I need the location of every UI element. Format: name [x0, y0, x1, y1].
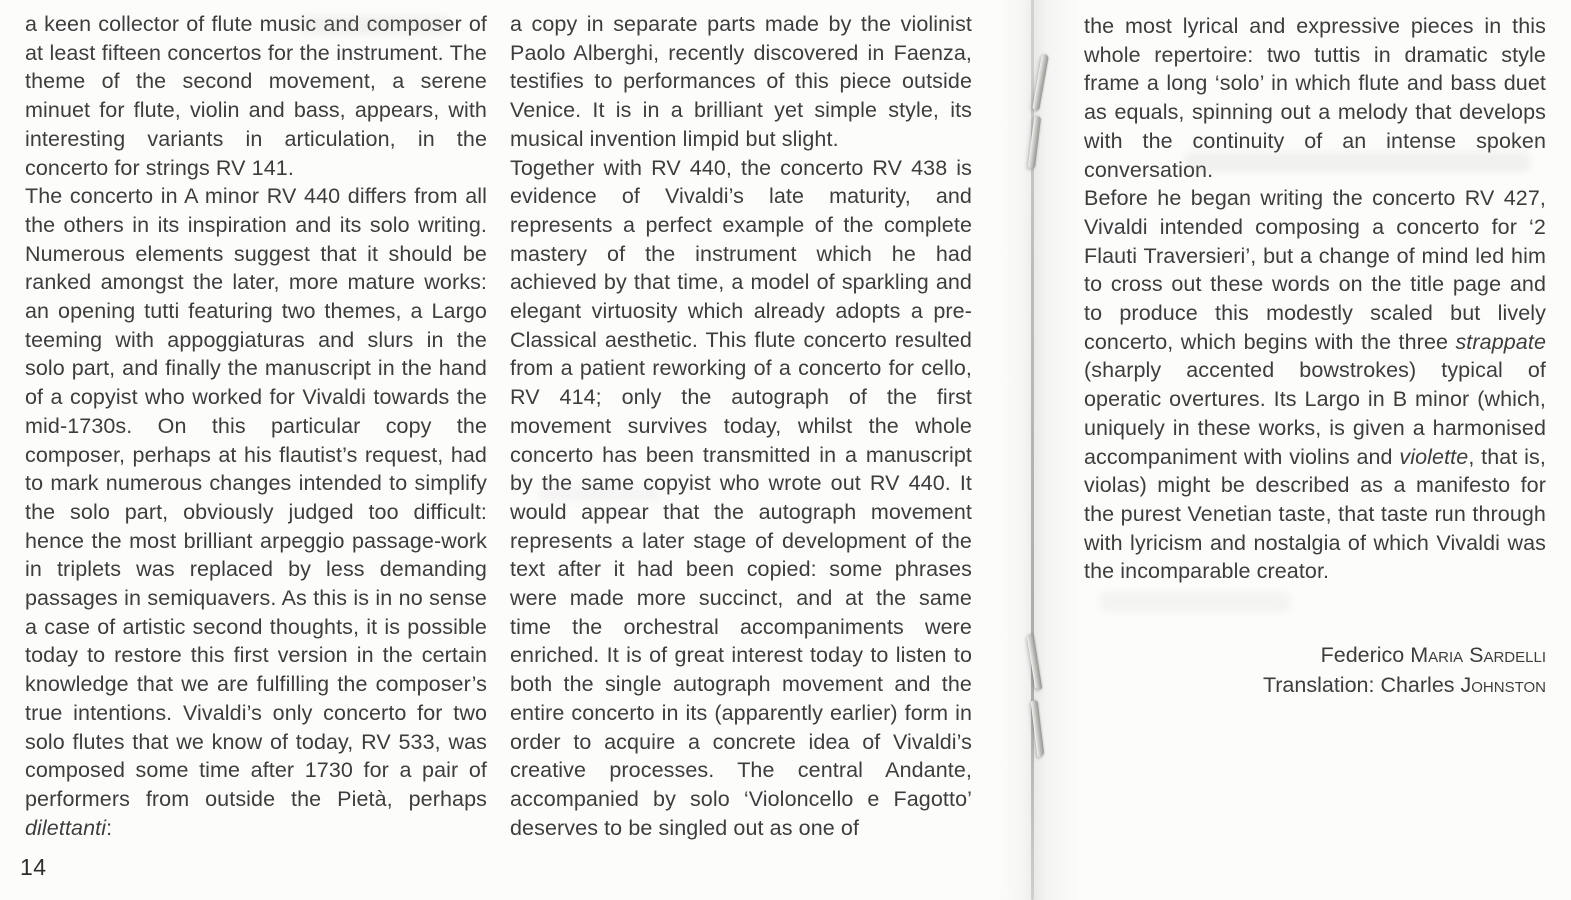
translator-credit — [1084, 671, 1546, 701]
paragraph — [510, 154, 972, 843]
paragraph-text: : — [106, 815, 113, 840]
paragraph-text: , that is, violas) might be described as a manifesto for the purest Venetian taste, that taste run through with lyricism and nostalgia of which Vivaldi was the incomparable creator. — [1084, 444, 1546, 584]
paragraph — [1084, 184, 1546, 586]
staple-bottom-icon — [1027, 634, 1043, 690]
paragraph-text: (sharply accented bowstrokes) typical of operatic overtures. Its Largo in B minor (which, uniquely in these works, is given a harmonised accompaniment with violins and — [1084, 358, 1546, 469]
text-column-middle — [510, 10, 972, 842]
author-credit — [1084, 641, 1546, 671]
translator-label: Translation: Charles — [1262, 672, 1461, 697]
paragraph — [510, 10, 972, 154]
paragraph-text: a keen collector of flute music and composer of at least fifteen concertos for the instrument. The theme of the second movement, a serene minuet for flute, violin and bass, appears, with interesting variants in articulation, in the concerto for strings RV 141. — [25, 12, 487, 180]
paragraph-text: the most lyrical and expressive pieces in this whole repertoire: two tuttis in dramatic style frame a long ‘solo’ in which flute and bass duet as equals, spinning out a melody that develops with the continuity of an intense spoken conversation. — [1084, 14, 1546, 182]
paragraph-text: Together with RV 440, the concerto RV 438 is evidence of Vivaldi’s late maturity, and represents a perfect example of the complete mastery of the instrument which he had achieved by that time, a model of sparkling and elegant virtuosity which already adopts a pre-Classical aesthetic. This flute concerto resulted from a patient reworking of a concerto for cello, RV 414; only the autograph of the first movement survives today, whilst the whole concerto has been transmitted in a manuscript by the same copyist who wrote out RV 440. It would appear that the autograph movement represents a later stage of development of the text after it had been copied: some phrases were made more succinct, and at the same time the orchestral accompaniments were enriched. It is of great interest today to listen to both the single autograph movement and the entire concerto in its (apparently earlier) form in order to acquire a concrete idea of Vivaldi’s creative processes. The central Andante, accompanied by solo ‘Violoncello e Fagotto’ deserves to be singled out as one of — [510, 155, 972, 840]
credits-block — [1084, 641, 1546, 700]
author-surname: Maria Sardelli — [1410, 643, 1546, 667]
text-column-left — [25, 10, 487, 842]
translator-surname: Johnston — [1460, 672, 1546, 697]
text-column-right — [1084, 12, 1546, 586]
italic-term: dilettanti — [25, 815, 107, 840]
italic-term: strappate — [1455, 329, 1546, 354]
paragraph-text: The concerto in A minor RV 440 differs from all the others in its inspiration and its solo writing. Numerous elements suggest that it should be ranked amongst the later, more mature works: an opening tutti featuring two themes, a Largo teeming with appoggiaturas and slurs in the solo part, and finally the manuscript in the hand of a copyist who worked for Vivaldi towards the mid-1730s. On this particular copy the composer, perhaps at his flautist’s request, had to mark numerous changes intended to simplify the solo part, obviously judged too difficult: hence the most brilliant arpeggio passage-work in triplets was replaced by less demanding passages in semiquavers. As this is in no sense a case of artistic second thoughts, it is possible today to restore this first version in the certain knowledge that we are fulfilling the composer’s true intentions. Vivaldi’s only concerto for two solo flutes that we know of today, RV 533, was composed some time after 1730 for a pair of performers from outside the Pietà, perhaps — [25, 184, 487, 811]
paragraph-text: a copy in separate parts made by the violinist Paolo Alberghi, recently discovered in Faenza, testifies to performances of this piece outside Venice. It is in a brilliant yet simple style, its musical invention limpid but slight. — [510, 12, 972, 151]
scan-smudge — [1100, 592, 1290, 612]
staple-top-icon — [1028, 116, 1041, 169]
author-first-name: Federico — [1320, 643, 1411, 667]
italic-term: violette — [1399, 444, 1469, 469]
paragraph — [25, 10, 487, 182]
staple-top-icon — [1032, 54, 1049, 111]
paragraph — [25, 182, 487, 842]
page-number: 14 — [20, 854, 47, 880]
paragraph-text: Before he began writing the concerto RV 427, Vivaldi intended composing a concerto for ‘2 Flauti Traversieri’, but a change of mind led him to cross out these words on the title page and to produce this modestly scaled but lively concerto, which begins with the three — [1084, 186, 1546, 354]
paragraph — [1084, 12, 1546, 184]
